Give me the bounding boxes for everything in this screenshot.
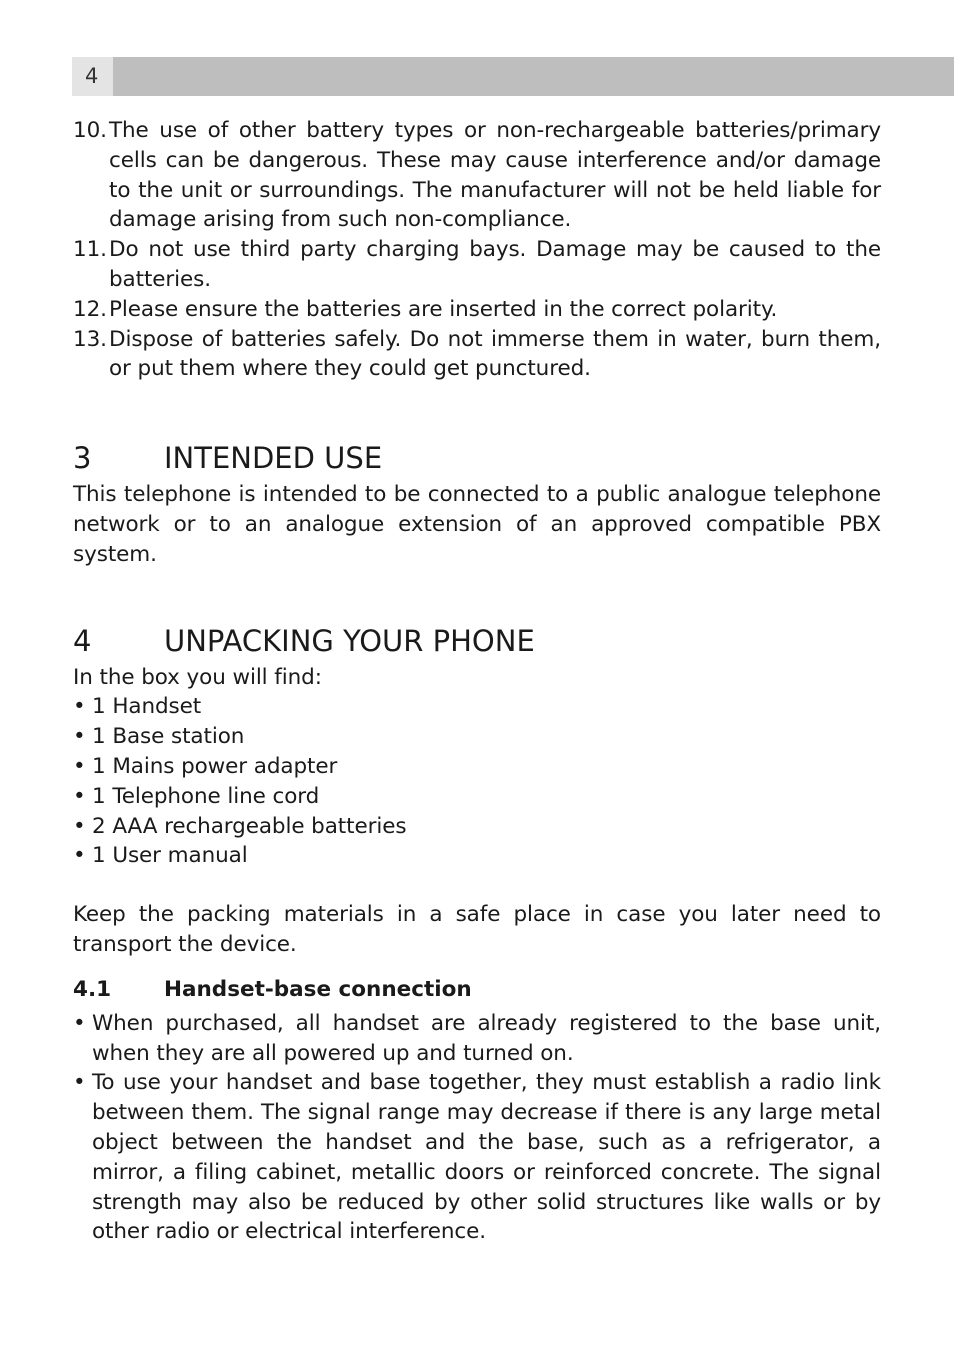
- unpacking-intro: In the box you will find:: [73, 664, 322, 690]
- section-heading-intended-use: [73, 440, 881, 476]
- section-title: UNPACKING YOUR PHONE: [164, 623, 535, 658]
- list-item: [73, 692, 881, 722]
- item-text: Please ensure the batteries are inserted in the correct polarity.: [109, 296, 778, 322]
- item-text: 1 Base station: [92, 724, 245, 750]
- page-header: [72, 57, 954, 96]
- subsection-heading-handset-base: [73, 975, 881, 1005]
- item-text: 1 Mains power adapter: [92, 753, 338, 779]
- list-item: [73, 841, 881, 871]
- bullet: •: [73, 1070, 86, 1096]
- bullet: •: [73, 1010, 86, 1036]
- list-item: [73, 782, 881, 812]
- item-number: 13.: [73, 326, 107, 352]
- intended-use-body: This telephone is intended to be connected to a public analogue telephone network or to an analogue extension of an approved compatible PBX system.: [73, 482, 881, 567]
- box-contents-list: [73, 692, 881, 871]
- handset-base-list: [73, 1009, 881, 1247]
- list-item: [73, 722, 881, 752]
- item-text: Do not use third party charging bays. Damage may be caused to the batteries.: [109, 237, 881, 292]
- item-text: 1 User manual: [92, 843, 248, 869]
- list-item: [73, 1009, 881, 1069]
- list-item: [73, 295, 881, 325]
- bullet: •: [73, 843, 86, 869]
- section-number: 4: [73, 623, 92, 658]
- list-item: [73, 235, 881, 295]
- safety-list: [73, 116, 881, 384]
- bullet: •: [73, 783, 86, 809]
- list-item: [73, 752, 881, 782]
- item-text: Dispose of batteries safely. Do not immerse them in water, burn them, or put them where they could get punctured.: [109, 326, 881, 382]
- item-text: When purchased, all handset are already registered to the base unit, when they are all powered up and turned on.: [92, 1010, 881, 1066]
- page-number: 4: [72, 57, 113, 96]
- bullet: •: [73, 694, 86, 720]
- subsection-title: Handset-base connection: [164, 976, 472, 1002]
- item-text: The use of other battery types or non-rechargeable batteries/primary cells can be dangerous. These may cause interference and/or damage to the unit or surroundings. The manufacturer will not be held liable for damage arising from such non-compliance.: [109, 118, 881, 233]
- header-bar: [113, 57, 954, 96]
- list-item: [73, 1068, 881, 1247]
- item-number: 11.: [73, 237, 107, 263]
- bullet: •: [73, 724, 86, 750]
- item-number: 10.: [73, 118, 107, 143]
- item-text: 2 AAA rechargeable batteries: [92, 813, 407, 839]
- item-number: 12.: [73, 296, 107, 322]
- section-title: INTENDED USE: [164, 441, 383, 476]
- bullet: •: [73, 753, 86, 779]
- bullet: •: [73, 813, 86, 839]
- section-heading-unpacking: [73, 623, 881, 659]
- item-text: 1 Telephone line cord: [92, 783, 320, 809]
- list-item: [73, 812, 881, 842]
- subsection-number: 4.1: [73, 976, 112, 1002]
- page-content: [73, 116, 881, 1247]
- item-text: 1 Handset: [92, 694, 202, 720]
- item-text: To use your handset and base together, they must establish a radio link between them. The signal range may decrease if there is any large metal object between the handset and the base, such as a refrigerator, a mirror, a filing cabinet, metallic doors or reinforced concrete. The signal strength may also be reduced by other solid structures like walls or by other radio or electrical interference.: [92, 1070, 881, 1245]
- list-item: [73, 116, 881, 235]
- list-item: [73, 325, 881, 385]
- packing-note: Keep the packing materials in a safe place in case you later need to transport the device.: [73, 902, 881, 957]
- section-number: 3: [73, 441, 92, 476]
